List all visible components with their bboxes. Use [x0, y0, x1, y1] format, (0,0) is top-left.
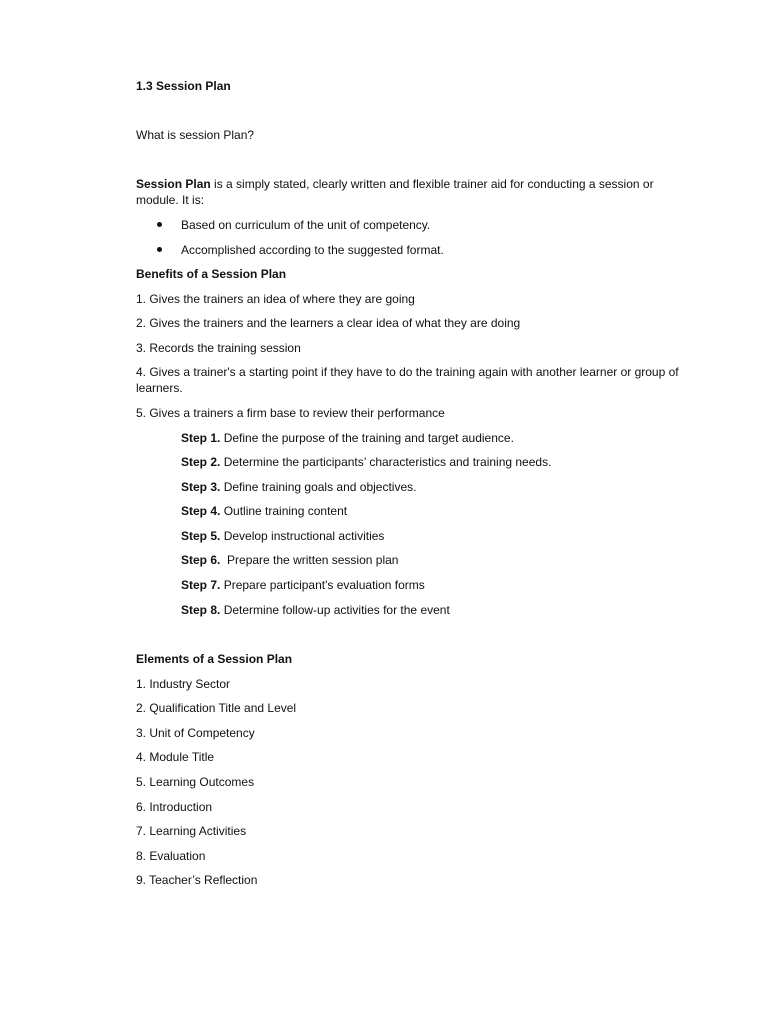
- step-label: Step 1.: [181, 431, 221, 445]
- section-title: 1.3 Session Plan: [136, 79, 231, 93]
- benefit-item: 2. Gives the trainers and the learners a clear idea of what they are doing: [136, 316, 521, 330]
- step-item: [181, 602, 450, 618]
- benefit-item: 5. Gives a trainers a firm base to review their performance: [136, 406, 445, 420]
- element-item: 4. Module Title: [136, 750, 215, 764]
- step-text: Define training goals and objectives.: [220, 480, 417, 494]
- step-label: Step 5.: [181, 529, 221, 543]
- definition-term: Session Plan: [136, 177, 211, 191]
- step-item: [181, 503, 347, 519]
- step-text: Define the purpose of the training and target audience.: [220, 431, 514, 445]
- element-item: 1. Industry Sector: [136, 677, 231, 691]
- bullet-item: Based on curriculum of the unit of competency.: [181, 218, 431, 232]
- step-text: Prepare participant's evaluation forms: [220, 578, 425, 592]
- elements-heading: Elements of a Session Plan: [136, 652, 293, 666]
- step-item: [181, 454, 551, 470]
- element-item: 2. Qualification Title and Level: [136, 701, 297, 715]
- step-label: Step 7.: [181, 578, 221, 592]
- step-text: Develop instructional activities: [220, 529, 385, 543]
- step-item: [181, 528, 384, 544]
- benefit-item: 3. Records the training session: [136, 341, 301, 355]
- step-label: Step 4.: [181, 504, 221, 518]
- step-text: Determine follow-up activities for the event: [220, 603, 450, 617]
- definition-paragraph: [136, 176, 684, 208]
- step-text: Determine the participants’ characteristics and training needs.: [220, 455, 552, 469]
- step-item: [181, 479, 416, 495]
- step-item: [181, 552, 398, 568]
- step-label: Step 8.: [181, 603, 221, 617]
- step-label: Step 3.: [181, 480, 221, 494]
- step-label: Step 2.: [181, 455, 221, 469]
- element-item: 8. Evaluation: [136, 849, 206, 863]
- element-item: 6. Introduction: [136, 800, 213, 814]
- step-item: [181, 430, 514, 446]
- element-item: 5. Learning Outcomes: [136, 775, 255, 789]
- element-item: 3. Unit of Competency: [136, 726, 255, 740]
- bullet-item: Accomplished according to the suggested format.: [181, 243, 444, 257]
- step-text: Outline training content: [220, 504, 348, 518]
- bullet-icon: [157, 247, 162, 252]
- benefit-item: 4. Gives a trainer's a starting point if they have to do the training again with another learner or group of learners.: [136, 365, 679, 395]
- element-item: 7. Learning Activities: [136, 824, 247, 838]
- step-item: [181, 577, 425, 593]
- step-label: Step 6.: [181, 553, 221, 567]
- step-text: Prepare the written session plan: [220, 553, 399, 567]
- benefit-item: 1. Gives the trainers an idea of where they are going: [136, 292, 415, 306]
- element-item: 9. Teacher’s Reflection: [136, 873, 258, 887]
- benefits-heading: Benefits of a Session Plan: [136, 267, 287, 281]
- definition-text: is a simply stated, clearly written and flexible trainer aid for conducting a session or module. It is:: [136, 177, 654, 207]
- question-text: What is session Plan?: [136, 128, 255, 142]
- bullet-icon: [157, 222, 162, 227]
